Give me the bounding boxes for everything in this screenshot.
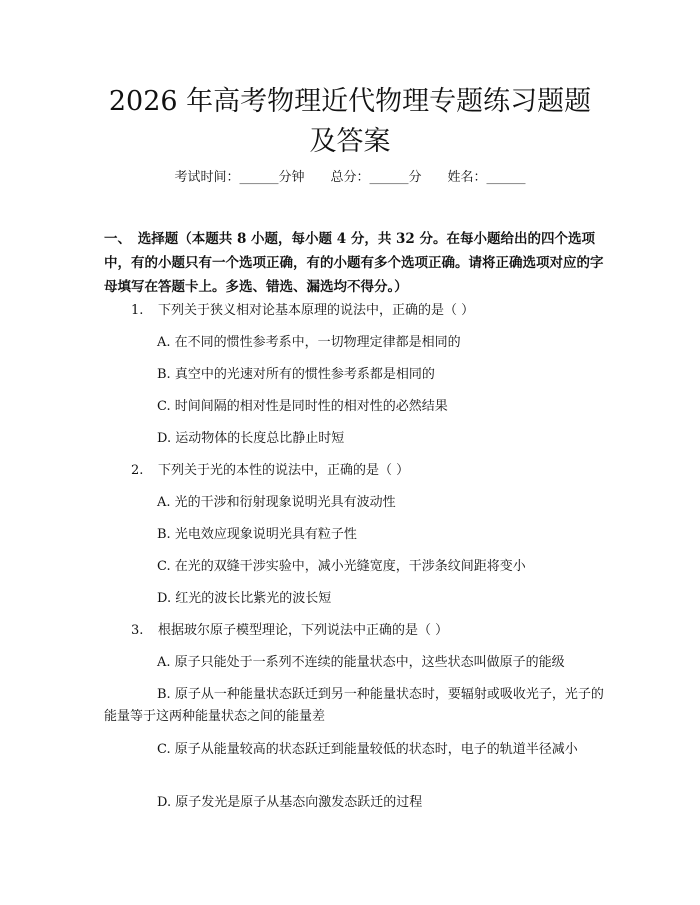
question-number: 2. bbox=[131, 463, 144, 478]
question-2-option-b: B. 光电效应现象说明光具有粒子性 bbox=[157, 527, 357, 542]
question-2-option-c: C. 在光的双缝干涉实验中，减小光缝宽度，干涉条纹间距将变小 bbox=[157, 559, 526, 574]
question-3-option-b: B. 原子从一种能量状态跃迁到另一种能量状态时，要辐射或吸收光子，光子的能量等于这两种能量状态之间的能量差 bbox=[104, 687, 604, 724]
question-1-option-a: A. 在不同的惯性参考系中，一切物理定律都是相同的 bbox=[157, 335, 461, 350]
exam-info-line bbox=[0, 169, 700, 187]
question-number: 1. bbox=[131, 303, 144, 318]
question-1-option-b: B. 真空中的光速对所有的惯性参考系都是相同的 bbox=[157, 367, 435, 382]
question-3-option-d: D. 原子发光是原子从基态向激发态跃迁的过程 bbox=[157, 795, 423, 810]
question-number: 3. bbox=[131, 623, 144, 638]
exam-time-field: 考试时间：______分钟 bbox=[174, 170, 305, 185]
question-2-option-d: D. 红光的波长比紫光的波长短 bbox=[157, 591, 332, 606]
question-2-option-a: A. 光的干涉和衍射现象说明光具有波动性 bbox=[157, 495, 396, 510]
question-3 bbox=[131, 622, 448, 640]
question-1 bbox=[131, 302, 474, 320]
question-stem: 下列关于狭义相对论基本原理的说法中，正确的是（ ） bbox=[158, 303, 475, 318]
page-title: 2026 年高考物理近代物理专题练习题题及答案 bbox=[108, 86, 592, 157]
question-1-option-d: D. 运动物体的长度总比静止时短 bbox=[157, 431, 345, 446]
section-heading: 一、 选择题（本题共 8 小题，每小题 4 分，共 32 分。在每小题给出的四个选项中，有的小题只有一个选项正确，有的小题有多个选项正确。请将正确选项对应的字母填写在答题卡上。多选、错选、漏选均不得分。） bbox=[104, 231, 604, 295]
question-2 bbox=[131, 462, 409, 480]
question-3-option-c: C. 原子从能量较高的状态跃迁到能量较低的状态时，电子的轨道半径减小 bbox=[157, 742, 578, 757]
student-name-field: 姓名：______ bbox=[447, 170, 526, 185]
question-3-option-a: A. 原子只能处于一系列不连续的能量状态中，这些状态叫做原子的能级 bbox=[157, 655, 565, 670]
question-stem: 根据玻尔原子模型理论，下列说法中正确的是（ ） bbox=[158, 623, 449, 638]
question-stem: 下列关于光的本性的说法中，正确的是（ ） bbox=[158, 463, 410, 478]
question-1-option-c: C. 时间间隔的相对性是同时性的相对性的必然结果 bbox=[157, 399, 448, 414]
total-score-field: 总分：______分 bbox=[330, 170, 422, 185]
